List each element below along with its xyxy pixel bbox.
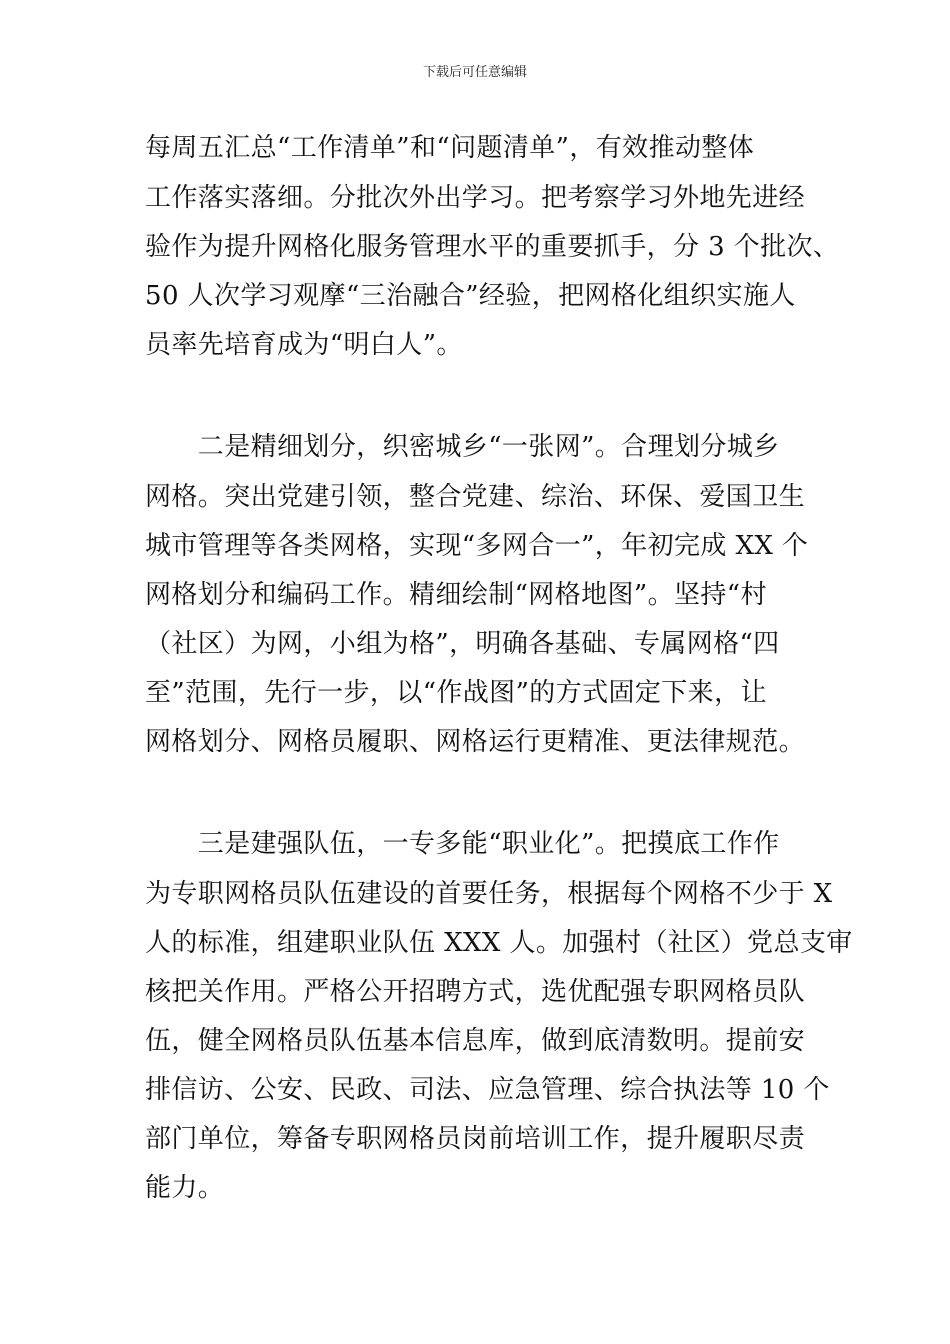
text-line: 工作落实落细。分批次外出学习。把考察学习外地先进经	[145, 183, 806, 213]
text-line: 网格划分、网格员履职、网格运行更精准、更法律规范。	[145, 727, 806, 757]
text-line: 排信访、公安、民政、司法、应急管理、综合执法等 10 个	[145, 1075, 830, 1105]
text-line: 部门单位，筹备专职网格员岗前培训工作，提升履职尽责	[145, 1124, 806, 1154]
text-line: 网格划分和编码工作。精细绘制“网格地图”。坚持“村	[145, 580, 767, 610]
text-line: （社区）为网，小组为格”，明确各基础、专属网格“四	[145, 629, 780, 659]
text-line: 二是精细划分，织密城乡“一张网”。合理划分城乡	[145, 432, 780, 462]
text-line: 核把关作用。严格公开招聘方式，选优配强专职网格员队	[145, 977, 806, 1007]
page-header-note: 下载后可任意编辑	[422, 65, 527, 80]
text-line: 验作为提升网格化服务管理水平的重要抓手，分 3 个批次、	[145, 232, 840, 262]
text-line: 员率先培育成为“明白人”。	[145, 330, 463, 360]
text-line: 城市管理等各类网格，实现“多网合一”，年初完成 XX 个	[145, 531, 809, 561]
text-line: 至”范围，先行一步，以“作战图”的方式固定下来，让	[145, 678, 767, 708]
text-line: 网格。突出党建引领，整合党建、综治、环保、爱国卫生	[145, 482, 806, 512]
text-line: 能力。	[145, 1173, 225, 1203]
text-line: 为专职网格员队伍建设的首要任务，根据每个网格不少于 X	[145, 879, 833, 909]
text-line: 伍，健全网格员队伍基本信息库，做到底清数明。提前安	[145, 1026, 806, 1056]
text-line: 三是建强队伍，一专多能“职业化”。把摸底工作作	[145, 829, 780, 859]
text-line: 人的标准，组建职业队伍 XXX 人。加强村（社区）党总支审	[145, 928, 853, 958]
text-line: 每周五汇总“工作清单”和“问题清单”，有效推动整体	[145, 133, 755, 163]
text-line: 50 人次学习观摩“三治融合”经验，把网格化组织实施人	[145, 281, 796, 311]
